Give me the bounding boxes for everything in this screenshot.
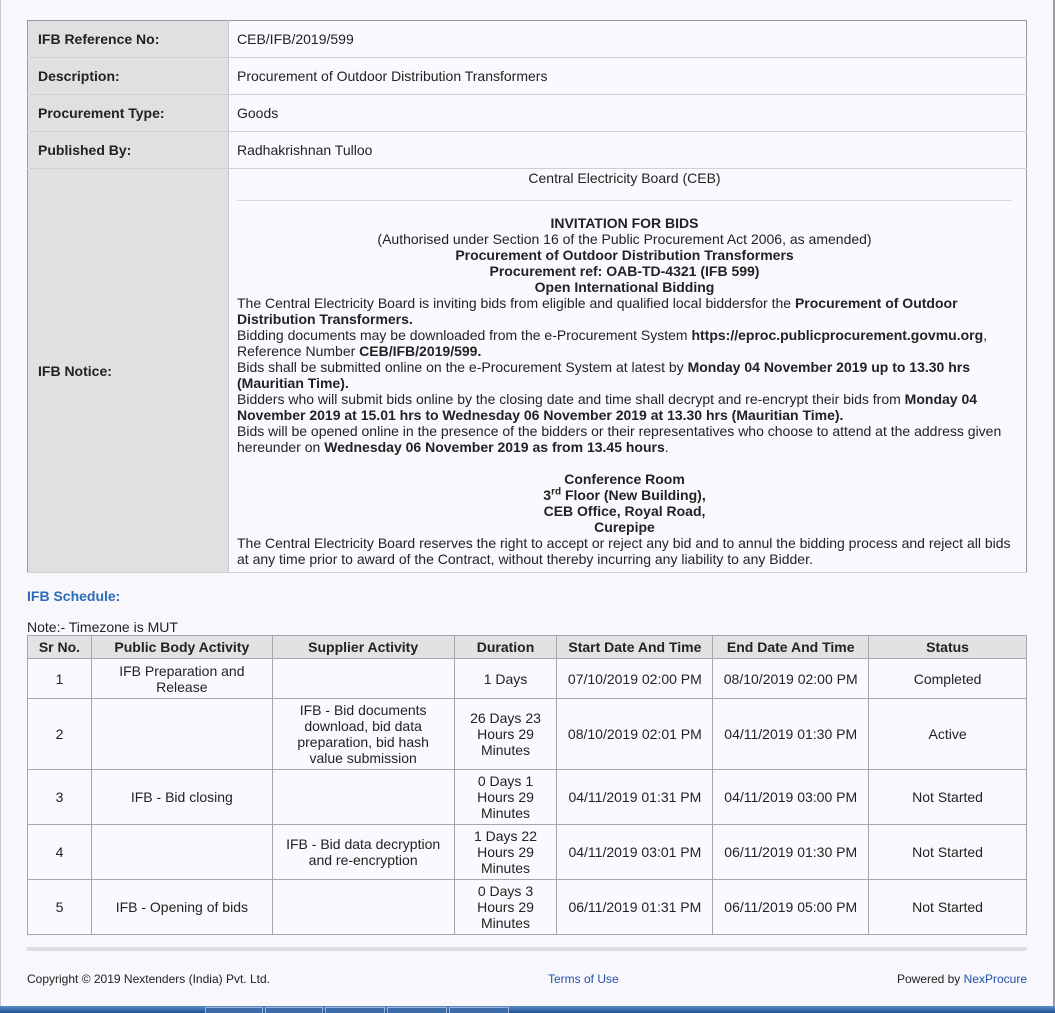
table-cell: 1 Days xyxy=(454,659,557,699)
powered-by: Powered by NexProcure xyxy=(896,972,1027,986)
address-floor: 3rd Floor (New Building), xyxy=(543,486,706,503)
ifb-notice-scroll-box[interactable] xyxy=(237,170,1012,570)
notice-organisation: Central Electricity Board (CEB) xyxy=(528,170,721,186)
detail-row-published-by xyxy=(28,132,1027,169)
table-cell: IFB - Bid data decryption and re-encryption xyxy=(272,825,454,880)
terms-of-use-link[interactable]: Terms of Use xyxy=(548,972,619,986)
detail-row-reference xyxy=(28,21,1027,58)
table-cell: 06/11/2019 01:31 PM xyxy=(557,880,713,935)
column-header: Status xyxy=(869,636,1027,659)
detail-row-description xyxy=(28,58,1027,95)
table-cell: 08/10/2019 02:00 PM xyxy=(713,659,869,699)
table-cell: 08/10/2019 02:01 PM xyxy=(557,699,713,770)
column-header: Supplier Activity xyxy=(272,636,454,659)
table-cell: 06/11/2019 01:30 PM xyxy=(713,825,869,880)
table-cell: 5 xyxy=(28,880,92,935)
taskbar-button[interactable] xyxy=(205,1007,263,1013)
detail-label: Published By: xyxy=(28,132,229,169)
detail-label: Description: xyxy=(28,58,229,95)
column-header: End Date And Time xyxy=(713,636,869,659)
table-cell: 04/11/2019 01:31 PM xyxy=(557,770,713,825)
column-header: Start Date And Time xyxy=(557,636,713,659)
nexprocure-link[interactable]: NexProcure xyxy=(963,972,1027,986)
table-row xyxy=(28,699,1027,770)
table-cell: IFB - Opening of bids xyxy=(91,880,272,935)
notice-divider xyxy=(237,200,1012,201)
detail-row-ifb-notice xyxy=(28,169,1027,573)
table-cell: IFB - Bid closing xyxy=(91,770,272,825)
footer-divider xyxy=(27,947,1027,951)
copyright-text: Copyright © 2019 Nextenders (India) Pvt. Ltd. xyxy=(27,972,270,986)
table-cell: Active xyxy=(869,699,1027,770)
column-header: Public Body Activity xyxy=(91,636,272,659)
address-office: CEB Office, Royal Road, xyxy=(543,503,706,519)
ifb-details-table xyxy=(27,20,1027,573)
notice-subject: Procurement of Outdoor Distribution Transformers xyxy=(455,247,794,263)
table-cell xyxy=(272,770,454,825)
notice-paragraph: Bids shall be submitted online on the e-Procurement System at latest by Monday 04 November 2019 up to 13.30 hrs (Mauritian Time). xyxy=(237,359,971,391)
ifb-notice-cell xyxy=(229,169,1027,573)
address-room: Conference Room xyxy=(564,471,685,487)
notice-paragraph: Bidders who will submit bids online by the closing date and time shall decrypt and re-encrypt their bids from Monday 04 November 2019 at 15.01 hrs to Wednesday 06 November 2019 at 13.30 hrs (Mauritian Time). xyxy=(237,391,978,423)
table-cell: Not Started xyxy=(869,880,1027,935)
notice-procurement-ref: Procurement ref: OAB-TD-4321 (IFB 599) xyxy=(489,263,760,279)
detail-label: IFB Notice: xyxy=(28,169,229,573)
table-cell: 0 Days 1 Hours 29 Minutes xyxy=(454,770,557,825)
table-cell xyxy=(272,659,454,699)
table-cell: 1 Days 22 Hours 29 Minutes xyxy=(454,825,557,880)
table-cell: 1 xyxy=(28,659,92,699)
table-cell: 06/11/2019 05:00 PM xyxy=(713,880,869,935)
detail-value: Goods xyxy=(229,95,1027,132)
table-row xyxy=(28,770,1027,825)
timezone-note: Note:- Timezone is MUT xyxy=(27,619,178,635)
table-cell xyxy=(91,825,272,880)
column-header: Sr No. xyxy=(28,636,92,659)
table-cell: 0 Days 3 Hours 29 Minutes xyxy=(454,880,557,935)
table-cell xyxy=(91,699,272,770)
table-cell: 04/11/2019 01:30 PM xyxy=(713,699,869,770)
detail-value: Procurement of Outdoor Distribution Transformers xyxy=(229,58,1027,95)
detail-label: Procurement Type: xyxy=(28,95,229,132)
detail-value: Radhakrishnan Tulloo xyxy=(229,132,1027,169)
spacer xyxy=(237,455,1012,471)
table-cell xyxy=(272,880,454,935)
table-row xyxy=(28,880,1027,935)
notice-authorisation: (Authorised under Section 16 of the Public Procurement Act 2006, as amended) xyxy=(377,231,872,247)
taskbar-button[interactable] xyxy=(449,1007,509,1013)
detail-row-procurement-type xyxy=(28,95,1027,132)
os-taskbar xyxy=(0,1006,1055,1013)
schedule-title: IFB Schedule: xyxy=(27,588,121,604)
address-town: Curepipe xyxy=(594,519,655,535)
table-cell: 26 Days 23 Hours 29 Minutes xyxy=(454,699,557,770)
table-cell: 07/10/2019 02:00 PM xyxy=(557,659,713,699)
table-row xyxy=(28,659,1027,699)
taskbar-button[interactable] xyxy=(387,1007,447,1013)
table-cell: IFB - Bid documents download, bid data preparation, bid hash value submission xyxy=(272,699,454,770)
notice-paragraph: Bids will be opened online in the presence of the bidders or their representatives who choose to attend at the address given hereunder on Wednesday 06 November 2019 as from 13.45 hours. xyxy=(237,423,1002,455)
table-cell: 4 xyxy=(28,825,92,880)
notice-heading: INVITATION FOR BIDS xyxy=(550,215,699,231)
detail-label: IFB Reference No: xyxy=(28,21,229,58)
eproc-url: https://eproc.publicprocurement.govmu.org xyxy=(691,327,984,343)
table-cell: IFB Preparation and Release xyxy=(91,659,272,699)
table-cell: Completed xyxy=(869,659,1027,699)
column-header: Duration xyxy=(454,636,557,659)
window-left-edge xyxy=(0,0,1,1013)
notice-paragraph: Bidding documents may be downloaded from the e-Procurement System https://eproc.publicprocurement.govmu.org, Reference Number CEB/IFB/2019/599. xyxy=(237,327,988,359)
notice-paragraph: The Central Electricity Board reserves the right to accept or reject any bid and to annul the bidding process and reject all bids at any time prior to award of the Contract, without thereby incurring any liability to any Bidder. xyxy=(237,535,1011,567)
detail-value: CEB/IFB/2019/599 xyxy=(229,21,1027,58)
schedule-table xyxy=(27,635,1027,935)
table-cell: 2 xyxy=(28,699,92,770)
taskbar-button[interactable] xyxy=(265,1007,323,1013)
table-cell: 04/11/2019 03:00 PM xyxy=(713,770,869,825)
table-cell: 04/11/2019 03:01 PM xyxy=(557,825,713,880)
taskbar-button[interactable] xyxy=(325,1007,385,1013)
table-cell: Not Started xyxy=(869,825,1027,880)
notice-bidding-method: Open International Bidding xyxy=(534,279,715,295)
table-cell: Not Started xyxy=(869,770,1027,825)
table-row xyxy=(28,825,1027,880)
schedule-header-row xyxy=(28,636,1027,659)
notice-paragraph: The Central Electricity Board is inviting bids from eligible and qualified local biddersfor the Procurement of Outdoor Distribution Transformers. xyxy=(237,295,958,327)
table-cell: 3 xyxy=(28,770,92,825)
